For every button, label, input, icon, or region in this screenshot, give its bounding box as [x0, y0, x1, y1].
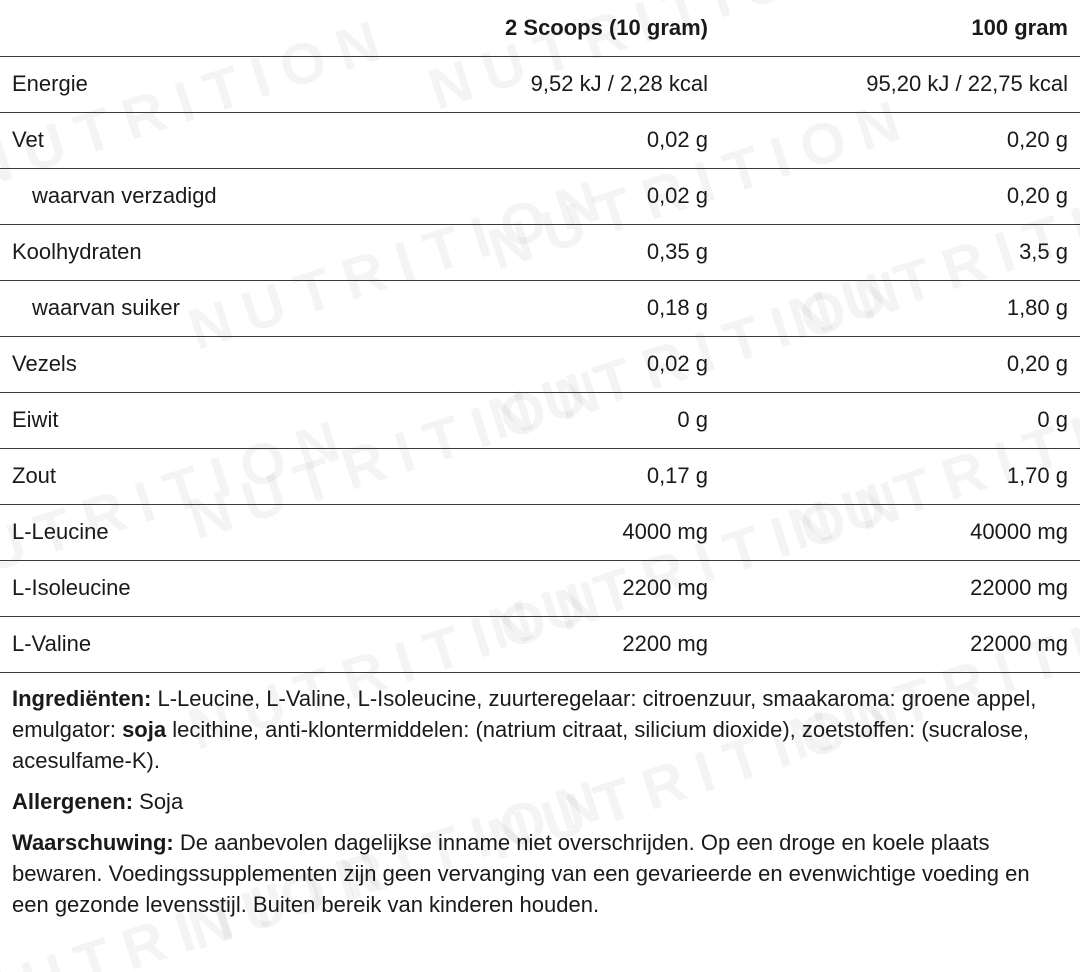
table-row — [0, 56, 1080, 112]
allergens-text: Soja — [133, 788, 184, 814]
warning-paragraph — [12, 827, 1068, 920]
nutrient-label: Zout — [0, 448, 360, 504]
nutrient-label: waarvan suiker — [0, 280, 360, 336]
table-row — [0, 280, 1080, 336]
nutrient-label: waarvan verzadigd — [0, 168, 360, 224]
ingredients-allergen: soja — [122, 716, 167, 742]
serving-value: 0,17 g — [360, 448, 720, 504]
per-100-value: 1,80 g — [720, 280, 1080, 336]
nutrient-label: L-Isoleucine — [0, 560, 360, 616]
per-100-value: 40000 mg — [720, 504, 1080, 560]
table-row — [0, 616, 1080, 672]
ingredients-text: L-Leucine, L-Valine, L-Isoleucine, zuurteregelaar: citroenzuur, smaakaroma: groene appel, emulgator: — [12, 685, 1037, 742]
nutrient-label: Koolhydraten — [0, 224, 360, 280]
nutrient-label: L-Leucine — [0, 504, 360, 560]
per-100-value: 95,20 kJ / 22,75 kcal — [720, 56, 1080, 112]
table-row — [0, 168, 1080, 224]
column-header-serving: 2 Scoops (10 gram) — [360, 0, 720, 56]
allergens-heading: Allergenen: — [12, 788, 134, 814]
serving-value: 0,18 g — [360, 280, 720, 336]
per-100-value: 3,5 g — [720, 224, 1080, 280]
ingredients-heading: Ingrediënten: — [12, 685, 152, 711]
per-100-value: 0 g — [720, 392, 1080, 448]
serving-value: 9,52 kJ / 2,28 kcal — [360, 56, 720, 112]
warning-heading: Waarschuwing: — [12, 829, 174, 855]
product-information — [0, 673, 1080, 920]
table-row — [0, 336, 1080, 392]
table-header-row — [0, 0, 1080, 56]
per-100-value: 0,20 g — [720, 112, 1080, 168]
serving-value: 2200 mg — [360, 616, 720, 672]
serving-value: 2200 mg — [360, 560, 720, 616]
allergens-paragraph — [12, 786, 1068, 817]
per-100-value: 1,70 g — [720, 448, 1080, 504]
nutrient-label: Energie — [0, 56, 360, 112]
per-100-value: 0,20 g — [720, 168, 1080, 224]
table-row — [0, 224, 1080, 280]
serving-value: 0,02 g — [360, 168, 720, 224]
column-header-per-100: 100 gram — [720, 0, 1080, 56]
nutrient-label: Eiwit — [0, 392, 360, 448]
per-100-value: 22000 mg — [720, 616, 1080, 672]
nutrient-label: Vet — [0, 112, 360, 168]
serving-value: 4000 mg — [360, 504, 720, 560]
warning-text: De aanbevolen dagelijkse inname niet overschrijden. Op een droge en koele plaats bewaren. Voedingssupplementen zijn geen vervanging van een gevarieerde en evenwichtige voeding en een gezonde levensstijl. Buiten bereik van kinderen houden. — [12, 829, 1030, 917]
serving-value: 0,02 g — [360, 336, 720, 392]
ingredients-text-rest: lecithine, anti-klontermiddelen: (natrium citraat, silicium dioxide), zoetstoffen: (sucralose, acesulfame-K). — [12, 716, 1029, 773]
per-100-value: 0,20 g — [720, 336, 1080, 392]
serving-value: 0 g — [360, 392, 720, 448]
table-row — [0, 392, 1080, 448]
nutrition-table-body — [0, 56, 1080, 672]
ingredients-paragraph — [12, 683, 1068, 776]
serving-value: 0,02 g — [360, 112, 720, 168]
table-row — [0, 560, 1080, 616]
nutrient-label: Vezels — [0, 336, 360, 392]
table-row — [0, 448, 1080, 504]
table-row — [0, 504, 1080, 560]
nutrient-label: L-Valine — [0, 616, 360, 672]
table-row — [0, 112, 1080, 168]
column-header-label — [0, 0, 360, 56]
per-100-value: 22000 mg — [720, 560, 1080, 616]
serving-value: 0,35 g — [360, 224, 720, 280]
